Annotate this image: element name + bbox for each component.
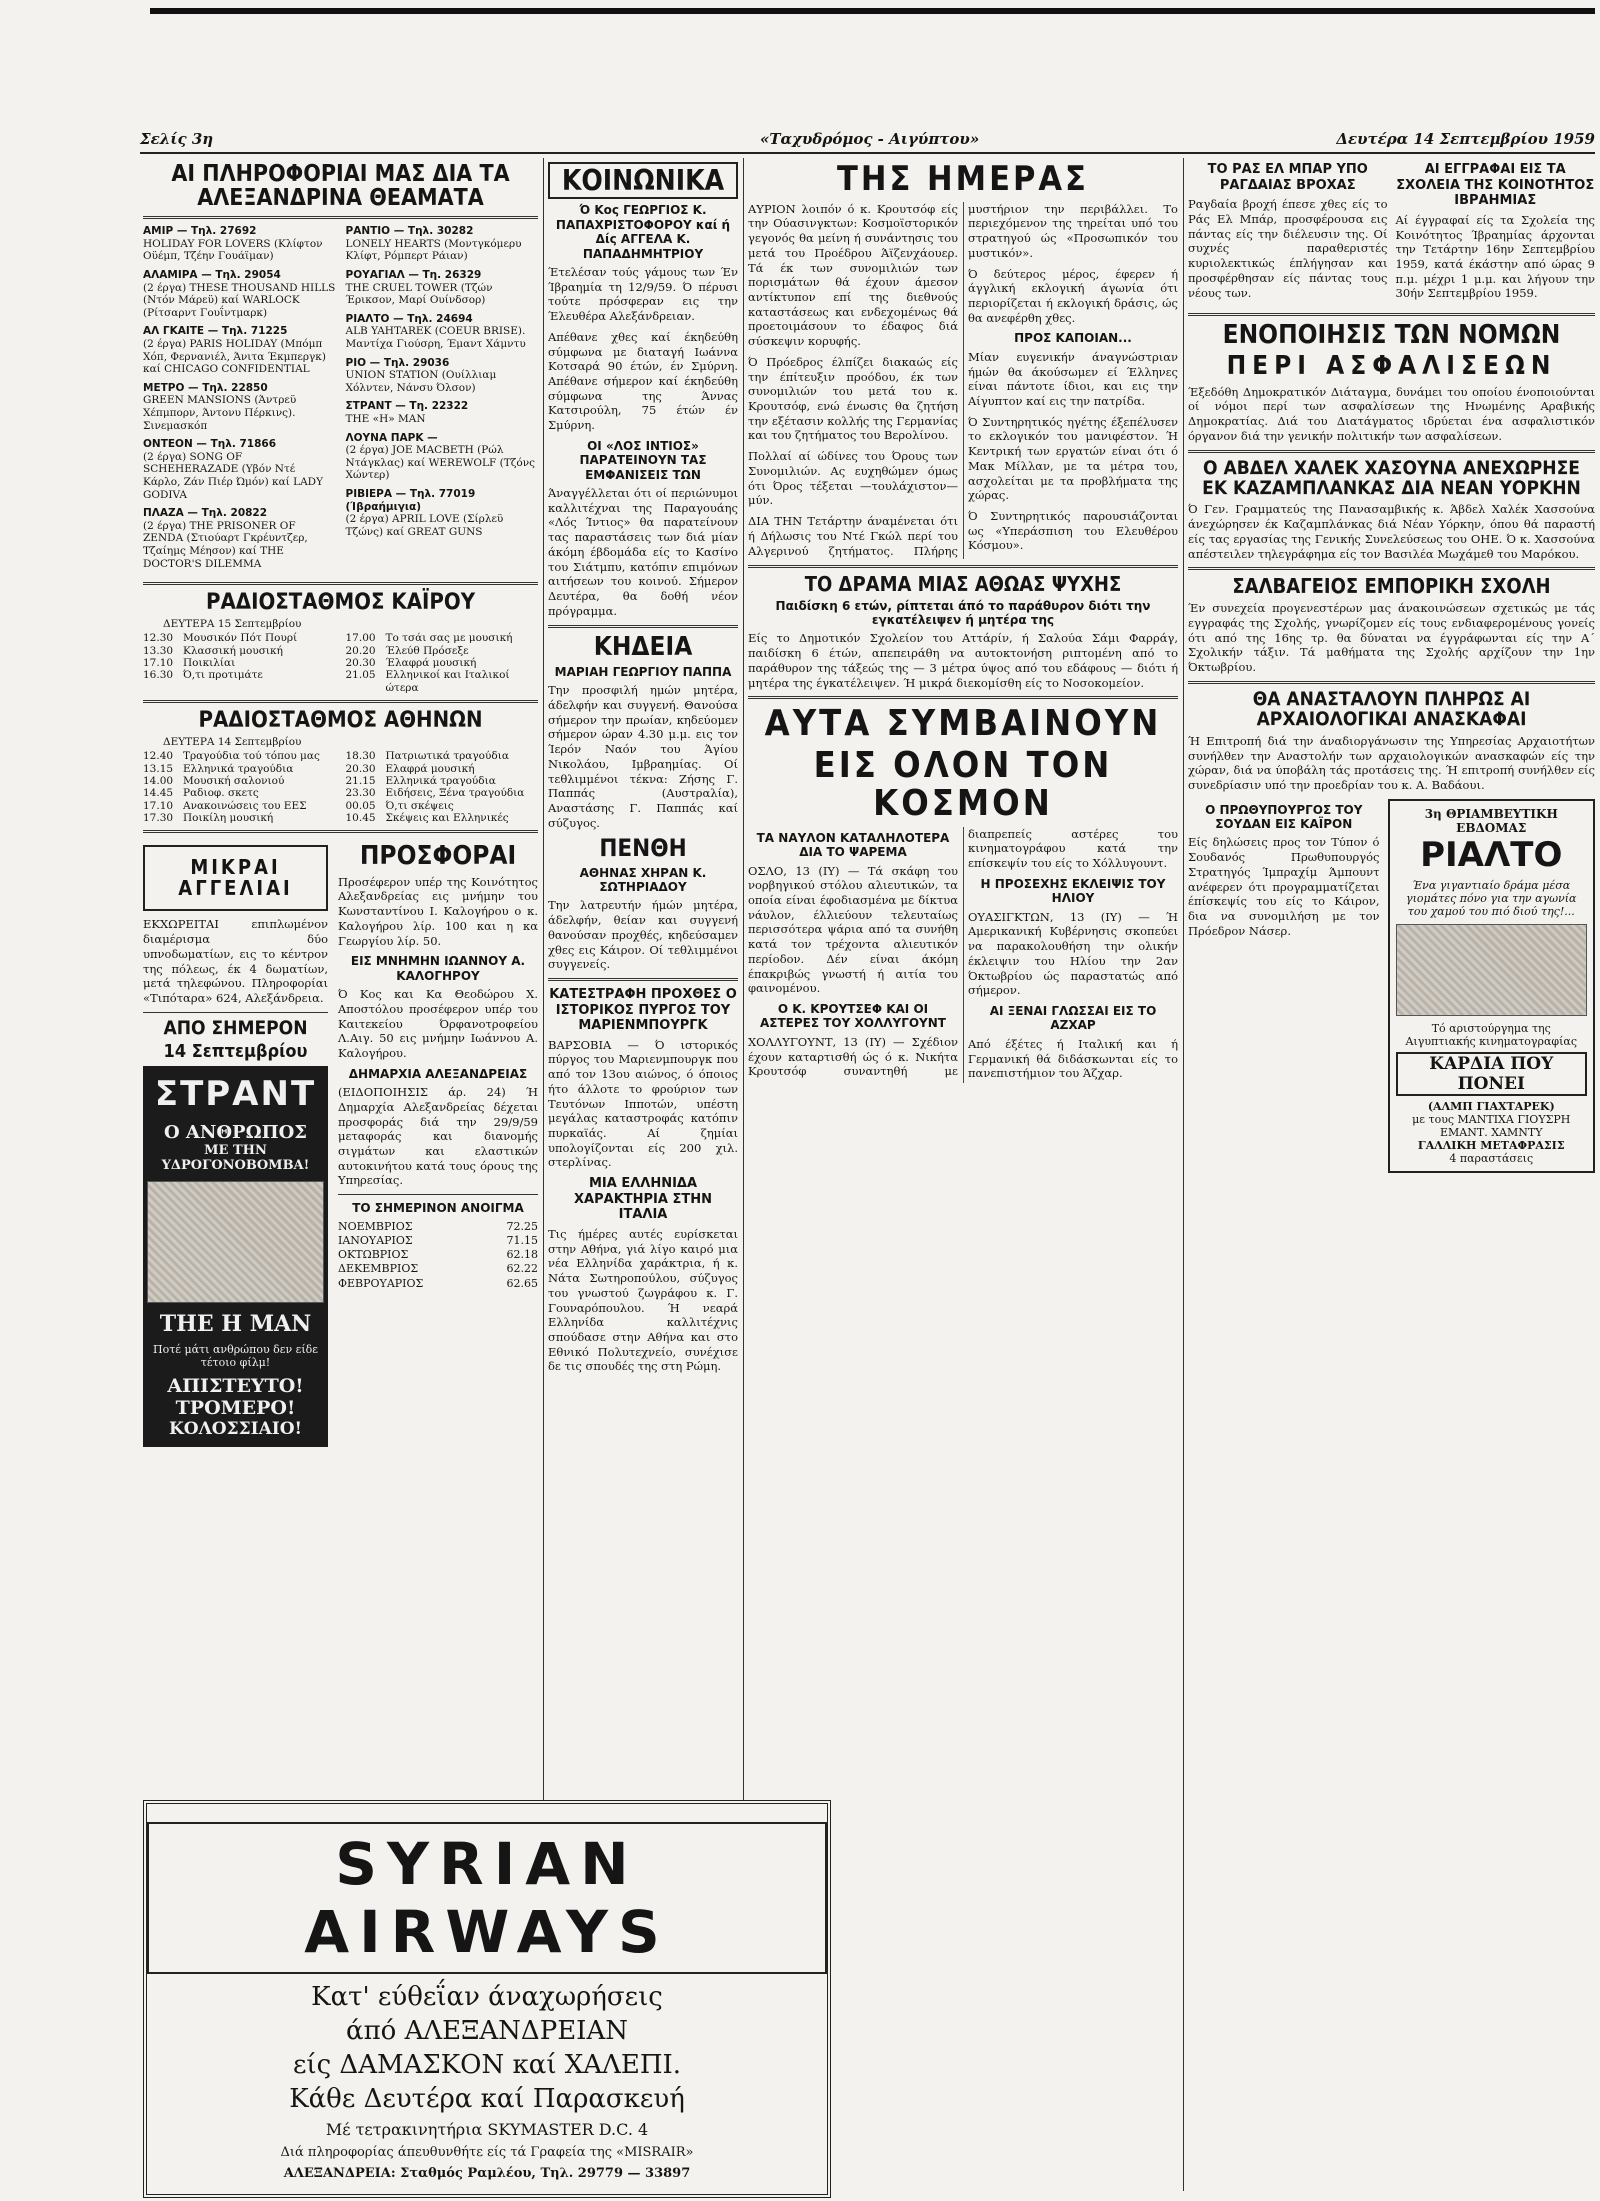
schedule-program: Ελληνικά τραγούδια [385, 774, 496, 787]
khrushchev-heading: Ο Κ. ΚΡΟΥΤΣΕΦ ΚΑΙ ΟΙ ΑΣΤΕΡΕΣ ΤΟΥ ΧΟΛΛΥΓΟΥΝΤ [760, 1002, 946, 1031]
schedule-program: Ελληνικά τραγούδια [183, 762, 294, 775]
archaeology-heading: ΘΑ ΑΝΑΣΤΑΛΟΥΝ ΠΛΗΡΩΣ ΑΙ ΑΡΧΑΙΟΛΟΓΙΚΑΙ ΑΝΑΣΚΑΦΑΙ [1252, 687, 1531, 730]
cinema-listing [143, 382, 336, 432]
exchange-month: ΙΑΝΟΥΑΡΙΟΣ [338, 1233, 413, 1247]
divider [1188, 450, 1595, 453]
divider [143, 582, 538, 585]
mourning-name: ΑΘΗΝΑΣ ΧΗΡΑΝ Κ. ΣΩΤΗΡΙΑΔΟΥ [579, 865, 707, 894]
schedule-row [346, 632, 539, 644]
eclipse-heading: Η ΠΡΟΣΕΧΗΣ ΕΚΛΕΙΨΙΣ ΤΟΥ ΗΛΙΟΥ [980, 876, 1166, 906]
schedule-time: 12.40 [143, 750, 174, 763]
news-p7: Ό Συντηρητικός ηγέτης έξεπέλυσεν το εκλογικόν του μανιφέστον. Ή Κεντρική των εργατών είναι ότι ό Μακ Μίλλαν, με τα μέτρα του, ασχολείται με τα προβλήματα της χώρας. [968, 414, 1178, 503]
schedule-time: 12.30 [143, 632, 174, 645]
column-right [1188, 158, 1595, 2191]
eclipse-text: ΟΥΑΣΙΓΚΤΩΝ, 13 (ΙΥ) — Ή Αμερικανική Κυβέρνησις σκοπεύει να παρακολουθήση την ολικήν έκλειψιν του Ηλίου την 2αν Όκτωβρίου ώς παραστατώς από σήμερον. [968, 909, 1178, 998]
world-columns [748, 827, 1178, 1083]
offers-heading: ΠΡΟΣΦΟΡΑΙ [359, 841, 517, 872]
schedule-row [143, 657, 336, 669]
strand-title-1: Ο ΑΝΘΡΩΠΟΣ [163, 1121, 307, 1143]
news-heading: ΤΗΣ ΗΜΕΡΑΣ [837, 159, 1089, 199]
ad-info: Διά πληροφορίας άπευθυνθήτε είς τά Γραφεία της «MISRAIR» [280, 2145, 694, 2160]
schedule-row [346, 750, 539, 762]
divider [143, 830, 538, 833]
rialto-desc: Τό αριστούργημα της Αιγυπτιακής κινηματογραφίας [1405, 1021, 1578, 1048]
divider [1188, 567, 1595, 570]
radio-cairo-heading: ΡΑΔΙΟΣΤΑΘΜΟΣ ΚΑΪΡΟΥ [205, 590, 476, 616]
cinema-program: THE CRUEL TOWER (Τζών Έρικσον, Μαρί Ουίνδσορ) [345, 281, 493, 307]
schedule-row [346, 657, 539, 669]
cinema-name: ΣΤΡΑΝΤ — Τη. 22322 [345, 400, 469, 413]
radio-athens-date: ΔΕΥΤΕΡΑ 14 Σεπτεμβρίου [163, 736, 302, 749]
news-p8: Ό Συντηρητικός παρουσιάζονται ως «Υπεράσπιση του Ελευθέρου Κόσμου». [968, 509, 1178, 553]
insurance-heading-2: ΠΕΡΙ ΑΣΦΑΛΙΣΕΩΝ [1226, 351, 1557, 382]
strand-word-3: ΚΟΛΟΣΣΙΑΙΟ! [169, 1418, 302, 1439]
cinema-name: ΡΙΟ — Τηλ. 29036 [345, 356, 450, 369]
schedule-program: Ό,τι προτιμάτε [183, 669, 263, 682]
schedule-time: 21.05 [345, 669, 376, 682]
news-p1: ΑΥΡΙΟΝ λοιπόν ό κ. Κρουτσόφ είς την Ούασινγκτων: Κοσμοϊστορικόν γεγονός θα μείνη ή συνάντησις του μετά του Προέδρου Άϊζενχάουερ. Τά έκ των συνομιλιών των πορισμάτων θά έχουν άμεσον αντίκτυπον επί της διεθνούς καταστάσεως και ενδεχομένως θά προετοιμάσουν το έδαφος διά σύσκεψιν κορυφής. [748, 201, 958, 349]
exchange-month: ΝΟΕΜΒΡΙΟΣ [338, 1219, 413, 1233]
divider [143, 1012, 328, 1013]
rialto-ad [1388, 799, 1596, 1173]
cinema-list-right [346, 225, 539, 576]
right-top [1188, 158, 1595, 307]
schedule-row [143, 763, 336, 775]
syrian-airways-ad [143, 1800, 831, 2198]
schedule-time: 13.30 [143, 644, 174, 657]
cinema-name: ΛΟΥΝΑ ΠΑΡΚ — [345, 431, 438, 444]
exchange-value: 71.15 [506, 1233, 538, 1247]
schedule-row [143, 645, 336, 657]
divider [338, 1194, 538, 1195]
insurance-heading-1: ΕΝΟΠΟΙΗΣΙΣ ΤΩΝ ΝΟΜΩΝ [1222, 320, 1561, 351]
schedule-row [143, 750, 336, 762]
exchange-heading: ΤΟ ΣΗΜΕΡΙΝΟΝ ΑΝΟΙΓΜΑ [352, 1201, 524, 1216]
ad-address: ΑΛΕΞΑΝΔΡΕΙΑ: Σταθμός Ραμλέου, Τηλ. 29779 — 33897 [283, 2166, 691, 2181]
school-heading: ΑΙ ΕΓΓΡΑΦΑΙ ΕΙΣ ΤΑ ΣΧΟΛΕΙΑ ΤΗΣ ΚΟΙΝΟΤΗΤΟΣ ΙΒΡΑΗΜΙΑΣ [1396, 162, 1595, 209]
offers-text-2: Ό Κος και Κα Θεοδώρου Χ. Αποστόλου προσέφερον υπέρ του Καιτεκείου Όρφανοτροφείου Λ.Αιγ. 50 εις μνήμην Ιωάννου Α. Καλογήρου. [338, 987, 538, 1060]
cinema-listing [346, 313, 539, 351]
schedule-row [346, 669, 539, 694]
cinema-listing [143, 438, 336, 501]
world-heading-2: ΕΙΣ ΟΛΟΝ ΤΟΝ ΚΟΣΜΟΝ [813, 745, 1113, 824]
engraver-text: Τις ήμέρες αυτές ευρίσκεται στην Αθήνα, γιά λίγο καιρό μια νέα Ελληνίδα χαράκτρια, ή κ. Νάτα Σωτηροπούλου, σύζυγος του γνωστού ζωγράφου κ. Γ. Γουναρόπουλου. Ή νεαρά Ελληνίδα καλλιτέχνις σπούδασε στην Αθήνα και στο Εθνικό Πολυτεχνείο, συνέχισε δε τις σπουδές της στη Ρώμη. [548, 1226, 738, 1374]
salvagios-text: Έν συνεχεία προγενεστέρων μας άνακοινώσεων σχετικώς με τάς εγγραφάς της Σχολής, γνωρίζομεν είς τους ενδιαφερομένους γονείς ότι από της 16ης τρ. θα δύναται να έγγράφωνται είς την Α΄ Σχολικήν τάξιν. Τά μαθήματα της Σχολής αρχίζουν την 1ην Όκτωβρίου. [1188, 601, 1595, 675]
hassouna-text: Ό Γεν. Γραμματεύς της Πανασαμβικής κ. Άβδελ Χαλέκ Χασσούνα άνεχώρησεν έκ Καζαμπλάνκας διά Νέαν Υόρκην, όπου θά παραστή είς τας εργασίας της Γενικής Συνελεύσεως του ΟΗΕ. Ό κ. Χασσούνα απέστειλεν τηλεγράφημα είς τον Βασιλέα Μωχάμεθ του Μαρόκου. [1188, 502, 1595, 561]
schedule-row [346, 645, 539, 657]
cinema-program: GREEN MANSIONS (Άντρεϋ Χέπμπορν, Άντονυ Πέρκινς). Σινεμασκόπ [143, 394, 297, 432]
cinema-program: ALB YAHTAREK (COEUR BRISE). Μαντίχα Γιούσρη, Έμαντ Χάμντυ [345, 325, 526, 351]
cinema-program: (2 έργα) SONG OF SCHEHERAZADE (Υβόν Ντέ Κάρλο, Ζάν Πιέρ Ώμόν) καί LADY GODIVA [143, 450, 324, 501]
radio-athens-right [346, 750, 539, 824]
engraver-heading: ΜΙΑ ΕΛΛΗΝΙΔΑ ΧΑΡΑΚΤΗΡΙΑ ΣΤΗΝ ΙΤΑΛΙΑ [574, 1176, 712, 1223]
cinema-listing [346, 432, 539, 482]
divider [548, 978, 738, 981]
rialto-cinema: ΡΙΑΛΤΟ [1420, 834, 1563, 875]
exchange-value: 72.25 [506, 1219, 538, 1233]
offers-subheading: ΕΙΣ ΜΝΗΜΗΝ ΙΩΑΝΝΟΥ Α. ΚΑΛΟΓΗΡΟΥ [350, 954, 526, 983]
cinema-listing [346, 400, 539, 425]
schedule-time: 13.15 [143, 762, 174, 775]
divider [1188, 313, 1595, 316]
tragedy-subheading: Παιδίσκη 6 ετών, ρίπτεται άπό το παράθυρον διότι την εγκατέλειψεν ή μητέρα της [775, 598, 1151, 628]
schedule-program: Έλαφρά μουσική [385, 656, 477, 669]
schedule-row [143, 800, 336, 812]
airline-brand: SYRIAN AIRWAYS [147, 1822, 827, 1974]
strand-title-2: ΜΕ ΤΗΝ ΥΔΡΟΓΟΝΟΒΟΜΒΑ! [161, 1142, 310, 1173]
left-ads [143, 839, 328, 1446]
cinema-program: (2 έργα) THESE THOUSAND HILLS (Ντόν Μάρεϋ) καί WARLOCK (Ρίτσαρντ Γουΐντμαρκ) [143, 281, 336, 319]
exchange-row [338, 1262, 538, 1276]
cinema-name: ΡΟΥΑΓΙΑΛ — Τη. 26329 [345, 269, 482, 282]
exchange-row [338, 1220, 538, 1234]
news-p2: Ό Πρόεδρος έλπίζει διακαώς είς την έπίτευξιν προόδου, έκ των συνομιλιών του μετά του κ. Κρουτσόφ, ενώ ένωσις θα ζητήση την εξέτασιν κολλής της Γερμανίας και του ζητήματος του Βερολίνου. [748, 354, 958, 443]
ad-line-2: άπό ΑΛΕΞΑΝΔΡΕΙΑΝ [346, 2016, 628, 2046]
cinema-listing [143, 269, 336, 319]
schedule-program: Ραδιοφ. σκετς [183, 787, 259, 800]
schedule-row [143, 812, 336, 824]
schedule-row [346, 775, 539, 787]
schedule-program: Ελληνικοί και Ιταλικοί ώτερα [385, 669, 510, 694]
schedule-program: Έλεύθ Πρόσεξε [385, 644, 469, 657]
schedule-program: Μουσικόν Πότ Πουρί [183, 632, 298, 645]
ad-line-5: Μέ τετρακινητήρια SKYMASTER D.C. 4 [325, 2120, 649, 2139]
schedule-program: Κλασσική μουσική [183, 644, 283, 657]
rialto-title: ΚΑΡΔΙΑ ΠΟΥ ΠΟΝΕΙ [1396, 1052, 1588, 1096]
cinema-program: HOLIDAY FOR LOVERS (Κλίφτον Οϋέμπ, Τζέην Γουάϊμαν) [143, 237, 323, 263]
cinema-list-left [143, 225, 336, 576]
cinema-listing [143, 225, 336, 263]
schedule-row [143, 632, 336, 644]
schedule-time: 20.30 [345, 762, 376, 775]
rialto-photo [1396, 924, 1588, 1016]
cinema-listing [346, 488, 539, 538]
insurance-text: Έξεδόθη Δημοκρατικόν Διάταγμα, δυνάμει του οποίου ένοποιούνται οί νόμοι περί των ασφαλίσεων της Ηνωμένης Αραβικής Δημοκρατίας. Διά του Διατάγματος ιδρύεται ένα ασφαλιστικόν όργανον διά την γενικήν πολιτικήν των ασφαλίσεων. [1188, 384, 1595, 443]
cinema-program: (2 έργα) JOE MACBETH (Ρώλ Ντάγκλας) καί WEREWOLF (Τζόνς Χώντερ) [345, 444, 535, 482]
issue-date: Δευτέρα 14 Σεπτεμβρίου 1959 [1336, 130, 1595, 148]
rialto-original-title: (ΑΛΜΠ ΓΙΑΧΤΑΡΕΚ) [1427, 1099, 1555, 1113]
schedule-program: Ειδήσεις, Ξένα τραγούδια [385, 787, 525, 800]
cinema-program: (2 έργα) PARIS HOLIDAY (Μπόμπ Χόπ, Φερνανιέλ, Άνιτα Έκμπεργκ) καί CHICAGO CONFIDENTIAL [143, 338, 326, 376]
radio-athens-schedule [143, 750, 538, 824]
schedule-time: 20.30 [345, 656, 376, 669]
cinema-name: ΑΛ ΓΚΑΙΤΕ — Τηλ. 71225 [143, 325, 288, 338]
mourning-text: Την λατρευτήν ήμών μητέρα, άδελφήν, θείαν και συγγενή θανούσαν προχθές, κηδεύσαμεν χθες εις Κάιρον. Οί τεθλιμμένοι συγγενείς. [548, 898, 738, 972]
ad-line-1: Κατ' εύθεΐαν άναχωρήσεις [311, 1982, 663, 2012]
rain-text: Ραγδαία βροχή έπεσε χθες είς το Ράς Ελ Μπάρ, προσφέρουσα εις πάντας είς την διέλευσιν της. Οί συχνές παραθεριστές κυριολεκτικώς έπλήγησαν και προσφέρθησαν είς πάντας τους νέους των. [1188, 197, 1388, 300]
municipality-text: (ΕΙΔΟΠΟΙΗΣΙΣ άρ. 24) Ή Δημαρχία Αλεξανδρείας δέχεται προσφοράς διά την 29/9/59 μεταφοράς και διανομής σιγμάτων και ελαστικών αυτοκινήτου κατά τους όρους της Υπηρεσίας. [338, 1085, 538, 1188]
salvagios-heading: ΣΑΛΒΑΓΕΙΟΣ ΕΜΠΟΡΙΚΗ ΣΧΟΛΗ [1232, 574, 1551, 599]
exchange-value: 62.22 [506, 1262, 538, 1276]
news-subheading: ΠΡΟΣ ΚΑΠΟΙΑΝ... [1014, 331, 1132, 346]
rialto-week: 3η ΘΡΙΑΜΒΕΥΤΙΚΗ ΕΒΔΟΜΑΣ [1424, 806, 1558, 835]
schedule-time: 10.45 [345, 812, 376, 825]
cinema-listing [346, 225, 539, 263]
wedding-names: Ό Κος ΓΕΩΡΓΙΟΣ Κ. ΠΑΠΑΧΡΙΣΤΟΦΟΡΟΥ καί ή Δίς ΑΓΓΕΛΑ Κ. ΠΑΠΑΔΗΜΗΤΡΙΟΥ [555, 203, 731, 261]
cinema-listing [143, 507, 336, 570]
radio-cairo-schedule [143, 632, 538, 694]
exchange-month: ΦΕΒΡΟΥΑΡΙΟΣ [338, 1276, 424, 1290]
offers-block [338, 839, 538, 1446]
divider [1188, 681, 1595, 684]
cinema-program: LONELY HEARTS (Μοντγκόμερυ Κλίφτ, Ρόμπερτ Ράιαν) [345, 237, 522, 263]
schedule-row [346, 763, 539, 775]
cinema-listing [143, 325, 336, 375]
schedule-time: 23.30 [345, 787, 376, 800]
strand-ad [143, 1066, 328, 1447]
social-heading: ΚΟΙΝΩΝΙΚΑ [548, 162, 738, 199]
exchange-table [338, 1220, 538, 1291]
radio-athens-heading: ΡΑΔΙΟΣΤΑΘΜΟΣ ΑΘΗΝΩΝ [198, 708, 483, 734]
divider [143, 216, 538, 219]
exchange-value: 62.65 [506, 1276, 538, 1290]
cinema-name: ΜΕΤΡΟ — Τηλ. 22850 [143, 381, 268, 394]
cinema-program: UNION STATION (Ουίλλιαμ Χόλντεν, Νάνσυ Όλσον) [345, 369, 497, 394]
exchange-month: ΟΚΤΩΒΡΙΟΣ [338, 1248, 409, 1262]
divider [748, 565, 1178, 568]
rialto-tagline: Ένα γιγαντιαίο δράμα μέσα γιομάτες πόνο για την αγωνία του χαμού του πιό διού της!... [1406, 878, 1577, 918]
exchange-row [338, 1277, 538, 1291]
cinema-program: (2 έργα) THE PRISONER OF ZENDA (Στιούαρτ Γκρέυντζερ, Τζαίημς Μέησον) καί THE DOCTOR'S DILEMMA [143, 519, 308, 570]
rialto-language: ΓΑΛΛΙΚΗ ΜΕΤΑΦΡΑΣΙΣ [1417, 1138, 1565, 1152]
news-p5: Ό δεύτερος μέρος, έφερεν ή άγγλική εκλογική άγωνία ότι περιορίζεται ή εκλογική δράσις, ώς θα ανεφέρθη χθες. [968, 266, 1178, 325]
exchange-value: 62.18 [506, 1248, 538, 1262]
premier-text: Είς δηλώσεις προς τον Τύπον ό Σουδανός Πρωθυπουργός Στρατηγός Ίμπραχίμ Άμπουντ ανέφερεν ότι προγραμματίζεται έπίσκεψίς του είς το Κάιρον, δια να συνομιλήση με τον Πρόεδρον Νάσερ. [1188, 835, 1380, 938]
strand-tagline: Ποτέ μάτι ανθρώπου δεν είδε τέτοιο φίλμ! [152, 1342, 319, 1369]
funeral-text: Την προσφιλή ημών μητέρα, άδελφήν και συγγενή. Θανούσα σήμερον την πρωίαν, κηδεύομεν σήμερον ώραν 4.30 μ.μ. εις τον Ίερόν Ναόν του Άγίου Νικολάου, Ιμβραημίας. Οί τεθλιμμένοι τέκνα: Ζήσης Γ. Παππάς (Αυστραλία), Αναστάσης Γ. Παππάς καί σύζυγος. [548, 683, 738, 830]
schedule-time: 17.30 [143, 812, 174, 825]
cinema-program: (2 έργα) APRIL LOVE (Σίρλεϋ Τζώνς) καί GREAT GUNS [345, 513, 504, 538]
schedule-time: 14.00 [143, 774, 174, 787]
cinema-name: ΠΛΑΖΑ — Τηλ. 20822 [143, 507, 268, 520]
schedule-row [346, 800, 539, 812]
cinema-name: ΡΙΒΙΕΡΑ — Τηλ. 77019 (Ίβραήμιγια) [345, 487, 476, 513]
radio-cairo-left [143, 632, 336, 694]
strand-film: THE H MAN [159, 1310, 312, 1337]
cinema-name: ΑΛΑΜΙΡΑ — Τηλ. 29054 [143, 269, 281, 282]
tragedy-text: Είς το Δημοτικόν Σχολείον του Αττάρίν, ή Σαλούα Σάμι Φαρράγ, παιδίσκη 6 έτών, απεπειράθη να αυτοκτονήση ριπτομένη από το παράθυρον της τάξεώς της — 3 μέτρα ύψος από του εδάφους — διότι ή μητέρα της έγκατέλειψεν. Ή μικρά διεκομίσθη είς το Νοσοκομείον. [748, 631, 1178, 690]
schedule-program: Μουσική σαλονιού [183, 774, 285, 787]
strand-date: 14 Σεπτεμβρίου [163, 1040, 308, 1062]
azhar-heading: ΑΙ ΞΕΝΑΙ ΓΛΩΣΣΑΙ ΕΙΣ ΤΟ ΑΖΧΑΡ [989, 1004, 1157, 1033]
exchange-row [338, 1234, 538, 1248]
school-block [1396, 158, 1596, 307]
cinema-program: THE «H» MAN [345, 413, 426, 425]
rialto-cast: με τους ΜΑΝΤΙΧΑ ΓΙΟΥΣΡΗ ΕΜΑΝΤ. ΧΑΜΝΤΥ [1412, 1112, 1571, 1139]
cinema-name: ΡΑΝΤΙΟ — Τηλ. 30282 [345, 225, 474, 238]
schedule-program: Ποικίλη μουσική [183, 812, 274, 825]
cinema-name: ΑΜΙΡ — Τηλ. 27692 [143, 225, 257, 238]
schedule-time: 16.30 [143, 669, 174, 682]
mourning-heading: ΠΕΝΘΗ [599, 834, 687, 863]
schedule-time: 14.45 [143, 787, 174, 800]
offers-text: Προσέφερον υπέρ της Κοινότητος Αλεξανδρείας εις μνήμην του Κωνσταντίνου Ι. Καλογήρου ο κ. Καλογήρου λίρ. 100 και η κα Γεωργίου λίρ. 50. [338, 874, 538, 948]
radio-athens-left [143, 750, 336, 824]
rain-heading: ΤΟ ΡΑΣ ΕΛ ΜΠΑΡ ΥΠΟ ΡΑΓΔΑΙΑΣ ΒΡΟΧΑΣ [1207, 162, 1368, 193]
tragedy-heading: ΤΟ ΔΡΑΜΑ ΜΙΑΣ ΑΘΩΑΣ ΨΥΧΗΣ [804, 571, 1122, 596]
news-columns [748, 202, 1178, 559]
classifieds-heading: ΜΙΚΡΑΙ ΑΓΓΕΛΙΑΙ [178, 855, 293, 901]
news-p3: Πολλαί αί ώδίνες του Όρους των Συνομιλιών. Ας ευχηθώμεν όμως ότι Όρος τέξεται —τουλάχιστον— μύν. [748, 449, 958, 508]
radio-cairo-right [346, 632, 539, 694]
divider [548, 625, 738, 628]
funeral-name: ΜΑΡΙΑΗ ΓΕΩΡΓΙΟΥ ΠΑΠΠΑ [554, 664, 732, 679]
schedule-program: Ανακοινώσεις του ΕΕΣ [183, 799, 307, 812]
schedule-program: Πατριωτικά τραγούδια [385, 750, 509, 763]
right-bottom [1188, 799, 1595, 1173]
exchange-month: ΔΕΚΕΜΒΡΙΟΣ [338, 1262, 419, 1276]
ad-line-3: είς ΔΑΜΑΣΚΟΝ καί ΧΑΛΕΠΙ. [292, 2050, 682, 2080]
schedule-program: Ελαφρά μουσική [385, 762, 475, 775]
column-rule [1183, 158, 1184, 2191]
archaeology-text: Ή Επιτροπή διά την άναδιοργάνωσιν της Υπηρεσίας Αρχαιοτήτων συνήλθεν την Αναστολήν των αρχαιολογικών ανασκαφών είς την χώραν, διά να ύποβάλη τάς προτάσεις της. Ή επιτροπή συνήλθεν είς συνεδρίασιν υπό την προεδρίαν του κ. Α. Βαδάουι. [1188, 733, 1595, 792]
schedule-row [346, 787, 539, 799]
radio-cairo-date: ΔΕΥΤΕΡΑ 15 Σεπτεμβρίου [163, 618, 302, 631]
news-p4: ΔΙΑ ΤΗΝ Τετάρτην άναμένεται ότι ή Δήλωσις του Ντέ Γκώλ περί του Αλγερινού ζητήματος. Πλήρης μυστήριον την περιβάλλει. Το περιεχόμενον της τηρείται υπό του στρατηγού ώς «Προσωπικόν του μυστικόν». [748, 201, 1178, 558]
khrushchev-text: ΧΟΛΛΥΓΟΥΝΤ, 13 (ΙΥ) — Σχέδιον έχουν καταρτισθή ώς ό κ. Νικήτα Κρουτσόφ συναντηθή με διαπρεπείς αστέρες του κινηματογράφου κατά την επίσκεψίν του είς το Χόλλυγουντ. [748, 826, 1178, 1079]
news-p6: Μίαν ευγενικήν άναγνώστριαν ήμών θα άκούσωμεν εί Έλληνες είναι πάντοτε ίδιοι, και εις την Αίγυπτον καί εις την πατρίδα. [968, 349, 1178, 408]
schedule-time: 18.30 [345, 750, 376, 763]
schedule-row [346, 812, 539, 824]
cinema-name: ΡΙΑΛΤΟ — Τηλ. 24694 [345, 312, 473, 325]
cinema-name: ΟΝΤΕΟΝ — Τηλ. 71866 [143, 438, 277, 451]
schedule-time: 00.05 [345, 799, 376, 812]
tower-text: ΒΑΡΣΟΒΙΑ — Ό ιστορικός πύργος του Μαριενμπουργκ που από τον 13ου αιώνος, ό όποιος ήτο άλλοτε το φρούριον των Τευτόνων Ιπποτών, υπέστη μεγάλας καταστροφάς κατόπιν πυρκαϊάς. Αί ζημίαι υπολογίζονται είς 200 χιλ. στερλίνας. [548, 1037, 738, 1170]
los-indios-text: Άναγγέλλεται ότι οί περιώνυμοι καλλιτέχναι της Παραγουάης «Λός Ίντιος» θα παρατείνουν τας παραστάσεις των διά μίαν άκόμη έβδομάδα είς το Κασίνο του Σιάτμπυ, κατόπιν επιμόνων αιτήσεων του κοινού. Σήμερον Δευτέρα, θα δοθή νέον πρόγραμμα. [548, 486, 738, 618]
premier-heading: Ο ΠΡΩΘΥΠΟΥΡΓΟΣ ΤΟΥ ΣΟΥΔΑΝ ΕΙΣ ΚΑΪΡΟΝ [1205, 802, 1363, 832]
strand-word-1: ΑΠΙΣΤΕΥΤΟ! [167, 1374, 304, 1397]
hassouna-heading: Ο ΑΒΔΕΛ ΧΑΛΕΚ ΧΑΣΟΥΝΑ ΑΝΕΧΩΡΗΣΕ ΕΚ ΚΑΖΑΜΠΛΑΝΚΑΣ ΔΙΑ ΝΕΑΝ ΥΟΡΚΗΝ [1202, 456, 1581, 499]
lower-left-block [143, 839, 538, 1446]
schedule-row [143, 669, 336, 681]
strand-poster-image [147, 1181, 324, 1303]
schedule-row [143, 787, 336, 799]
classifieds-text: ΕΚΧΩΡΕΙΤΑΙ επιπλωμένον διαμέρισμα δύο υπνοδωματίων, εις το κέντρον της πόλεως, έκ 4 δωματίων, μετά τηλεφώνου. Πληροφορίαι «Τιπόταρα» 624, Αλεξάνδρεια. [143, 917, 328, 1006]
strand-from: ΑΠΟ ΣΗΜΕΡΟΝ [163, 1016, 308, 1039]
divider [748, 696, 1178, 699]
schedule-time: 17.00 [345, 632, 376, 645]
cinema-listing [346, 357, 539, 395]
cinema-listing [346, 269, 539, 307]
classifieds-box [143, 845, 328, 911]
schedule-row [143, 775, 336, 787]
azhar-text: Από έξέτες ή Ιταλική και ή Γερμανική θά διδάσκωνται είς το πανεπιστήμιον του Άζχαρ. [968, 1036, 1178, 1081]
rain-block [1188, 158, 1388, 307]
schedule-time: 21.15 [345, 774, 376, 787]
masthead-rule [140, 152, 1595, 154]
strand-cinema-name: ΣΤΡΑΝΤ [154, 1073, 317, 1114]
wedding-text: Έτελέσαν τούς γάμους των Έν Ίβραημία τη 12/9/59. Ό πέρυσι τούτε πρόσφεραν εις την Έλευθέρα Αλεξάνδρειαν. [548, 264, 738, 324]
world-heading-1: ΑΥΤΑ ΣΥΜΒΑΙΝΟΥΝ [764, 703, 1162, 745]
obituary-notes: Απέθανε χθες καί έκηδεύθη σύμφωνα με διαταγή Ιωάννα Κοτσαρά 90 έτών, έν Σμύρνη. Απέθανε σήμερον καί έκηδεύθη σύμφωνα της Άννας Κατσιρούλη, 75 έτών έν Σμύρνη. [548, 329, 738, 433]
schedule-program: Τραγούδια τού τόπου μας [183, 750, 320, 763]
schedule-program: Ό,τι σκέψεις [385, 799, 454, 812]
nylon-heading: ΤΑ ΝΑΥΛΟΝ ΚΑΤΑΛΗΛΟΤΕΡΑ ΔΙΑ ΤΟ ΨΑΡΕΜΑ [756, 830, 950, 860]
schedule-time: 20.20 [345, 644, 376, 657]
los-indios-heading: ΟΙ «ΛΟΣ ΙΝΤΙΟΣ» ΠΑΡΑΤΕΙΝΟΥΝ ΤΑΣ ΕΜΦΑΝΙΣΕΙΣ ΤΩΝ [579, 438, 707, 482]
schedule-time: 17.10 [143, 799, 174, 812]
schedule-program: Σκέψεις και Ελληνικές [385, 812, 509, 825]
top-border [150, 8, 1595, 14]
schedule-program: Το τσάι σας με μουσική [385, 632, 513, 645]
cinemas-heading: ΑΙ ΠΛΗΡΟΦΟΡΙΑΙ ΜΑΣ ΔΙΑ ΤΑ ΑΛΕΞΑΝΔΡΙΝΑ ΘΕΑΜΑΤΑ [171, 161, 510, 212]
strand-word-2: ΤΡΟΜΕΡΟ! [175, 1396, 296, 1419]
page-number: Σελίς 3η [140, 130, 214, 148]
paper-name: «Ταχυδρόμος - Αιγύπτου» [760, 130, 980, 148]
ad-line-4: Κάθε Δευτέρα καί Παρασκευή [289, 2084, 685, 2114]
municipality-heading: ΔΗΜΑΡΧΙΑ ΑΛΕΞΑΝΔΡΕΙΑΣ [348, 1066, 528, 1081]
premier-block [1188, 799, 1380, 1173]
funeral-heading: ΚΗΔΕΙΑ [593, 631, 693, 662]
masthead [140, 130, 1595, 150]
schedule-time: 17.10 [143, 656, 174, 669]
tower-heading: ΚΑΤΕΣΤΡΑΦΗ ΠΡΟΧΘΕΣ Ο ΙΣΤΟΡΙΚΟΣ ΠΥΡΓΟΣ ΤΟΥ ΜΑΡΙΕΝΜΠΟΥΡΓΚ [549, 986, 737, 1034]
cinema-listings [143, 225, 538, 576]
rialto-shows: 4 παραστάσεις [1449, 1151, 1534, 1165]
nylon-text: ΟΣΛΟ, 13 (ΙΥ) — Τά σκάφη του νορβηγικού στόλου αλιευτικών, τα οποία είναι έφοδιασμένα με δίκτυα νάυλον, έλλιεύουν τελευταίως περισσότερα ψάρια από τα συνήθη κατά τον τρέχοντα αλιευτικόν περίοδον. Δέν είναι άκόμη έπακριβώς γνωστή ή αιτία του φαινομένου. [748, 863, 958, 996]
divider [143, 700, 538, 703]
school-text: Αί έγγραφαί είς τα Σχολεία της Κοινότητος Ίβραημίας άρχονται την Τετάρτην 16ην Σεπτεμβρίου 1959, κατά έκάστην από ώρας 9 π.μ. μέχρι 1 μ.μ. και λήγουν την 30ήν Σεπτεμβρίου 1959. [1395, 212, 1595, 301]
exchange-row [338, 1248, 538, 1262]
schedule-program: Ποικιλίαι [183, 656, 236, 669]
